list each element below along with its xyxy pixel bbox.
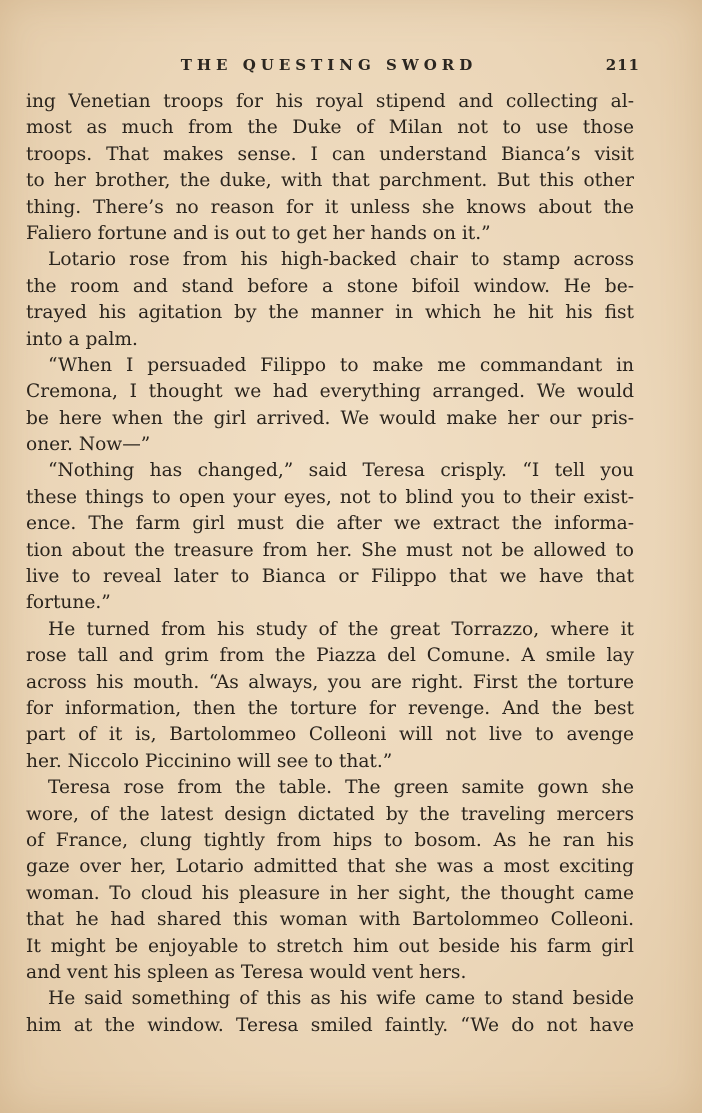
- text-line: woman. To cloud his pleasure in her sight, the thought came: [26, 882, 634, 904]
- text-line: the room and stand before a stone bifoil window. He be-: [26, 275, 634, 297]
- text-line: be here when the girl arrived. We would make her our pris-: [26, 407, 634, 429]
- text-line: these things to open your eyes, not to blind you to their exist-: [26, 486, 634, 508]
- text-line: her. Niccolo Piccinino will see to that.”: [26, 750, 393, 772]
- text-line: to her brother, the duke, with that parchment. But this other: [26, 170, 634, 192]
- text-line: that he had shared this woman with Bartolommeo Colleoni.: [26, 909, 634, 931]
- text-line: and vent his spleen as Teresa would vent hers.: [26, 961, 467, 983]
- text-line: ing Venetian troops for his royal stipend and collecting al-: [26, 91, 634, 112]
- text-line: across his mouth. “As always, you are right. First the torture: [26, 671, 634, 693]
- text-line: wore, of the latest design dictated by the traveling mercers: [26, 803, 634, 825]
- body-text: [26, 89, 634, 1039]
- text-line: He said something of this as his wife came to stand beside: [48, 988, 634, 1010]
- text-line: into a palm.: [26, 328, 138, 350]
- text-line: Faliero fortune and is out to get her hands on it.”: [26, 222, 491, 244]
- text-line: him at the window. Teresa smiled faintly. “We do not have: [26, 1014, 634, 1036]
- text-line: Teresa rose from the table. The green samite gown she: [48, 777, 634, 799]
- text-line: for information, then the torture for revenge. And the best: [26, 697, 634, 719]
- text-line: tion about the treasure from her. She must not be allowed to: [26, 539, 634, 561]
- text-line: fortune.”: [26, 592, 111, 614]
- text-line: oner. Now—”: [26, 434, 151, 456]
- text-line: ence. The farm girl must die after we extract the informa-: [26, 513, 634, 535]
- running-head: [26, 56, 640, 78]
- text-line: “When I persuaded Filippo to make me commandant in: [48, 354, 634, 376]
- text-line: troops. That makes sense. I can understand Bianca’s visit: [26, 143, 634, 165]
- text-line: most as much from the Duke of Milan not to use those: [26, 117, 634, 139]
- text-line: He turned from his study of the great Torrazzo, where it: [48, 618, 634, 640]
- text-line: thing. There’s no reason for it unless she knows about the: [26, 196, 634, 218]
- text-line: rose tall and grim from the Piazza del Comune. A smile lay: [26, 645, 634, 667]
- running-title: THE QUESTING SWORD: [180, 56, 478, 74]
- text-line: live to reveal later to Bianca or Filippo that we have that: [26, 566, 634, 588]
- text-line: trayed his agitation by the manner in which he hit his fist: [26, 302, 634, 324]
- text-line: Cremona, I thought we had everything arranged. We would: [26, 381, 634, 403]
- text-line: It might be enjoyable to stretch him out beside his farm girl: [26, 935, 634, 957]
- text-line: “Nothing has changed,” said Teresa crisply. “I tell you: [48, 460, 634, 482]
- text-line: part of it is, Bartolommeo Colleoni will not live to avenge: [26, 724, 634, 746]
- text-line: Lotario rose from his high-backed chair to stamp across: [48, 249, 634, 271]
- text-line: gaze over her, Lotario admitted that she was a most exciting: [26, 856, 634, 878]
- page-number: 211: [605, 56, 640, 74]
- text-line: of France, clung tightly from hips to bosom. As he ran his: [26, 829, 634, 851]
